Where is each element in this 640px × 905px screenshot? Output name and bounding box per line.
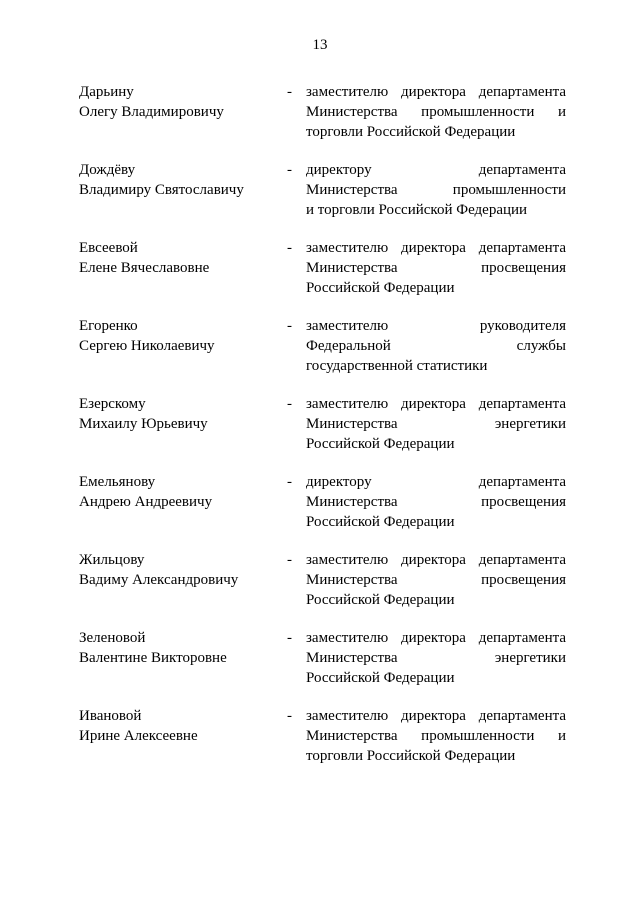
- person-name: [79, 238, 279, 278]
- position-line: торговли Российской Федерации: [306, 124, 516, 140]
- person-position: [306, 394, 566, 454]
- given-names: Вадиму Александровичу: [79, 572, 239, 588]
- surname: Езерскому: [79, 396, 146, 412]
- surname: Емельянову: [79, 474, 156, 490]
- person-position: [306, 160, 566, 220]
- position-line: Министерства промышленности и: [306, 728, 566, 744]
- person-name: [79, 628, 279, 668]
- separator-dash: -: [287, 474, 292, 490]
- position-line: Российской Федерации: [306, 280, 455, 296]
- separator-dash: -: [287, 552, 292, 568]
- surname: Егоренко: [79, 318, 138, 334]
- list-item: [0, 394, 640, 472]
- position-line: Российской Федерации: [306, 670, 455, 686]
- position-line: Российской Федерации: [306, 592, 455, 608]
- position-line: заместителю руководителя: [306, 318, 566, 334]
- position-line: Министерства промышленности и: [306, 104, 566, 120]
- list-item: [0, 160, 640, 238]
- position-line: заместителю директора департамента: [306, 630, 566, 646]
- position-line: директору департамента: [306, 474, 566, 490]
- surname: Евсеевой: [79, 240, 138, 256]
- person-name: [79, 706, 279, 746]
- given-names: Сергею Николаевичу: [79, 338, 215, 354]
- person-position: [306, 472, 566, 532]
- given-names: Олегу Владимировичу: [79, 104, 224, 120]
- separator-dash: -: [287, 708, 292, 724]
- position-line: торговли Российской Федерации: [306, 748, 516, 764]
- person-position: [306, 316, 566, 376]
- surname: Дождёву: [79, 162, 136, 178]
- position-line: Министерства просвещения: [306, 572, 566, 588]
- person-name: [79, 160, 279, 200]
- page-number: 13: [312, 37, 328, 53]
- list-item: [0, 472, 640, 550]
- surname: Зеленовой: [79, 630, 146, 646]
- surname: Ивановой: [79, 708, 142, 724]
- list-item: [0, 316, 640, 394]
- list-item: [0, 628, 640, 706]
- position-line: Министерства просвещения: [306, 494, 566, 510]
- position-line: заместителю директора департамента: [306, 396, 566, 412]
- position-line: заместителю директора департамента: [306, 708, 566, 724]
- position-line: директору департамента: [306, 162, 566, 178]
- person-name: [79, 472, 279, 512]
- separator-dash: -: [287, 162, 292, 178]
- position-line: Федеральной службы: [306, 338, 566, 354]
- list-item: [0, 706, 640, 784]
- position-line: Министерства энергетики: [306, 416, 566, 432]
- awardee-list: [0, 82, 640, 784]
- separator-dash: -: [287, 396, 292, 412]
- person-position: [306, 628, 566, 688]
- person-position: [306, 550, 566, 610]
- position-line: Министерства промышленности: [306, 182, 566, 198]
- person-position: [306, 82, 566, 142]
- position-line: государственной статистики: [306, 358, 488, 374]
- person-name: [79, 316, 279, 356]
- position-line: заместителю директора департамента: [306, 552, 566, 568]
- person-position: [306, 706, 566, 766]
- given-names: Ирине Алексеевне: [79, 728, 198, 744]
- given-names: Андрею Андреевичу: [79, 494, 213, 510]
- list-item: [0, 238, 640, 316]
- separator-dash: -: [287, 318, 292, 334]
- person-name: [79, 394, 279, 434]
- position-line: Российской Федерации: [306, 514, 455, 530]
- surname: Жильцову: [79, 552, 145, 568]
- position-line: Российской Федерации: [306, 436, 455, 452]
- person-name: [79, 82, 279, 122]
- surname: Дарьину: [79, 84, 134, 100]
- separator-dash: -: [287, 630, 292, 646]
- separator-dash: -: [287, 240, 292, 256]
- position-line: заместителю директора департамента: [306, 84, 566, 100]
- separator-dash: -: [287, 84, 292, 100]
- person-position: [306, 238, 566, 298]
- list-item: [0, 82, 640, 160]
- given-names: Владимиру Святославичу: [79, 182, 244, 198]
- position-line: Министерства энергетики: [306, 650, 566, 666]
- position-line: заместителю директора департамента: [306, 240, 566, 256]
- given-names: Валентине Викторовне: [79, 650, 227, 666]
- position-line: и торговли Российской Федерации: [306, 202, 528, 218]
- given-names: Михаилу Юрьевичу: [79, 416, 208, 432]
- list-item: [0, 550, 640, 628]
- position-line: Министерства просвещения: [306, 260, 566, 276]
- person-name: [79, 550, 279, 590]
- given-names: Елене Вячеславовне: [79, 260, 210, 276]
